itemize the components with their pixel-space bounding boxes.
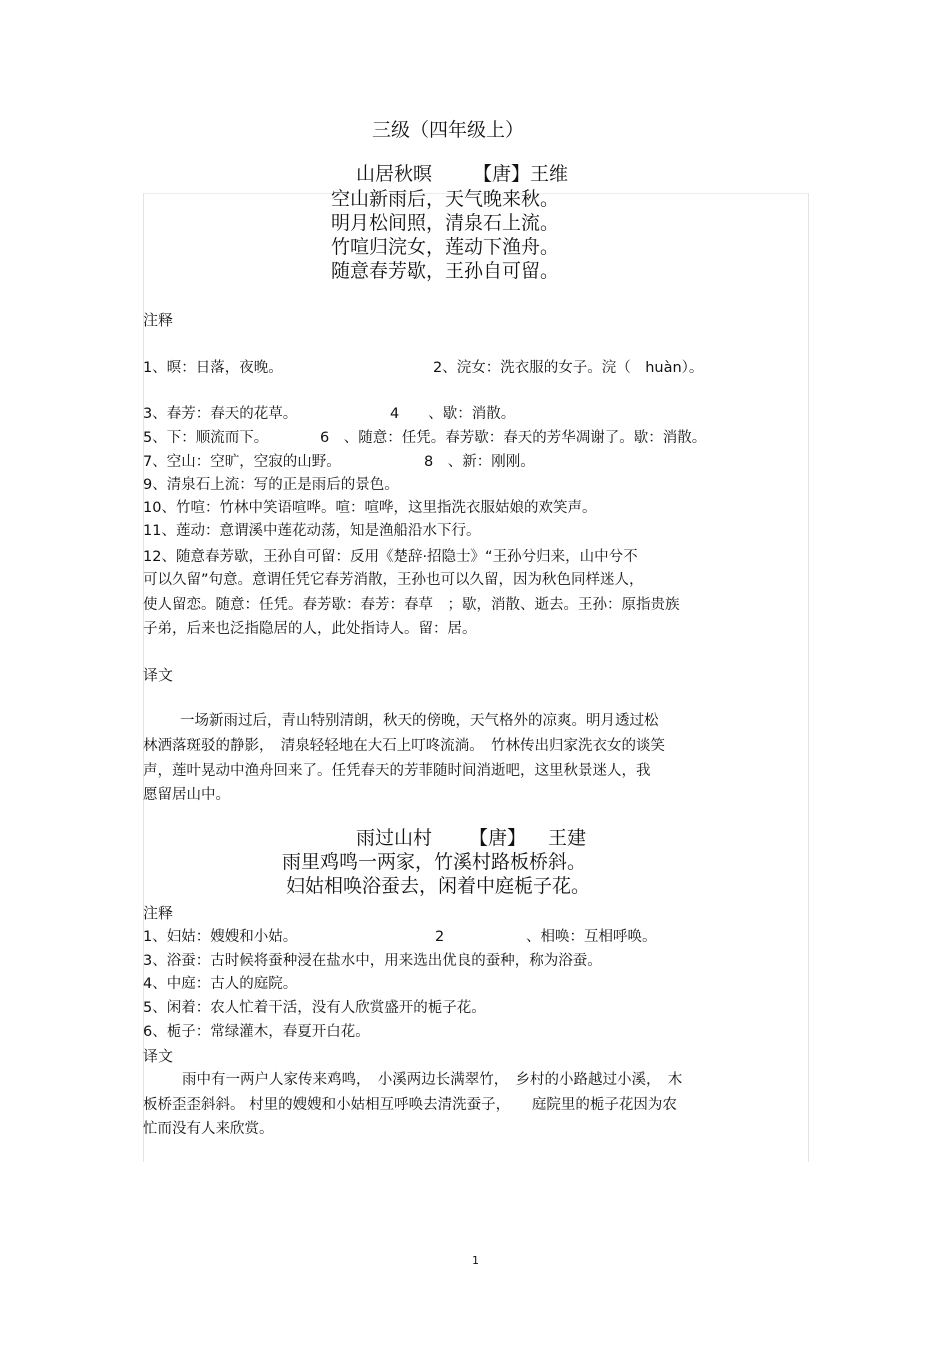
note-item: 8 、新：刚刚。	[424, 454, 535, 470]
poem1-line: 竹喧归浣女，莲动下渔舟。	[331, 236, 560, 258]
note-item: 1、暝：日落，夜晚。	[143, 360, 283, 376]
translation-line: 一场新雨过后，青山特别清朗，秋天的傍晚，天气格外的凉爽。明月透过松	[180, 713, 659, 729]
translation-line: 愿留居山中。	[143, 787, 230, 803]
note-item: 3、浴蚕：古时候将蚕种浸在盐水中，用来选出优良的蚕种，称为浴蚕。	[143, 953, 602, 969]
note-item: 1、妇姑：嫂嫂和小姑。	[143, 929, 298, 945]
translation-line: 雨中有一两户人家传来鸡鸣， 小溪两边长满翠竹， 乡村的小路越过小溪， 木	[182, 1072, 683, 1088]
note-item: 、相唤：互相呼唤。	[526, 929, 657, 945]
poem2-title: 雨过山村	[356, 827, 433, 849]
note-item: 子弟，后来也泛指隐居的人，此处指诗人。留：居。	[143, 621, 477, 637]
poem1-author: 【唐】王维	[473, 163, 569, 185]
note-item: 可以久留”句意。意谓任凭它春芳消散，王孙也可以久留，因为秋色同样迷人，	[143, 572, 644, 588]
note-item: 2、浣女：洗衣服的女子。浣（ huàn）。	[433, 360, 704, 376]
poem1-line: 空山新雨后，天气晚来秋。	[331, 188, 560, 210]
poem2-line: 雨里鸡鸣一两家，竹溪村路板桥斜。	[282, 851, 587, 873]
poem2-translation-label: 译文	[143, 1047, 174, 1065]
page-number: 1	[472, 1254, 479, 1267]
note-item: 5、下：顺流而下。	[143, 430, 269, 446]
note-item: 6 、随意：任凭。春芳歇：春天的芳华凋谢了。歇：消散。	[320, 430, 707, 446]
note-item: 使人留恋。随意：任凭。春芳歇：春芳：春草 ；歇，消散、逝去。王孙：原指贵族	[143, 597, 680, 613]
poem1-notes-label: 注释	[143, 311, 174, 329]
note-item: 5、闲着：农人忙着干活，没有人欣赏盛开的栀子花。	[143, 1000, 486, 1016]
poem2-notes-label: 注释	[143, 904, 174, 922]
note-item: 2	[435, 929, 445, 945]
note-item: 3、春芳：春天的花草。	[143, 406, 298, 422]
poem1-title: 山居秋暝	[356, 163, 433, 185]
poem2-dynasty: 【唐】	[469, 827, 527, 849]
translation-line: 板桥歪歪斜斜。 村里的嫂嫂和小姑相互呼唤去清洗蚕子， 庭院里的栀子花因为农	[143, 1097, 677, 1113]
poem1-line: 随意春芳歇，王孙自可留。	[331, 260, 560, 282]
poem2-author: 王建	[548, 827, 587, 849]
note-item: 6、栀子：常绿灌木，春夏开白花。	[143, 1024, 370, 1040]
note-item: 4、中庭：古人的庭院。	[143, 976, 298, 992]
note-item: 4 、歇：消散。	[390, 406, 516, 422]
poem1-translation-label: 译文	[143, 666, 174, 684]
grade-title: 三级（四年级上）	[372, 119, 525, 141]
translation-line: 林洒落斑驳的静影， 清泉轻轻地在大石上叮咚流淌。 竹林传出归家洗衣女的谈笑	[143, 738, 665, 754]
note-item: 7、空山：空旷，空寂的山野。	[143, 454, 341, 470]
note-item: 9、清泉石上流：写的正是雨后的景色。	[143, 477, 399, 493]
note-item: 10、竹喧：竹林中笑语喧哗。喧：喧哗，这里指洗衣服姑娘的欢笑声。	[143, 500, 597, 516]
note-item: 11、莲动：意谓溪中莲花动荡，知是渔船沿水下行。	[143, 523, 481, 539]
translation-line: 忙而没有人来欣赏。	[143, 1121, 274, 1137]
poem1-line: 明月松间照，清泉石上流。	[331, 212, 560, 234]
translation-line: 声，莲叶晃动中渔舟回来了。任凭春天的芳菲随时间消逝吧，这里秋景迷人，我	[143, 763, 651, 779]
poem2-line: 妇姑相唤浴蚕去，闲着中庭栀子花。	[286, 875, 591, 897]
note-item: 12、随意春芳歇，王孙自可留：反用《楚辞·招隐士》“王孙兮归来，山中兮不	[143, 549, 638, 565]
